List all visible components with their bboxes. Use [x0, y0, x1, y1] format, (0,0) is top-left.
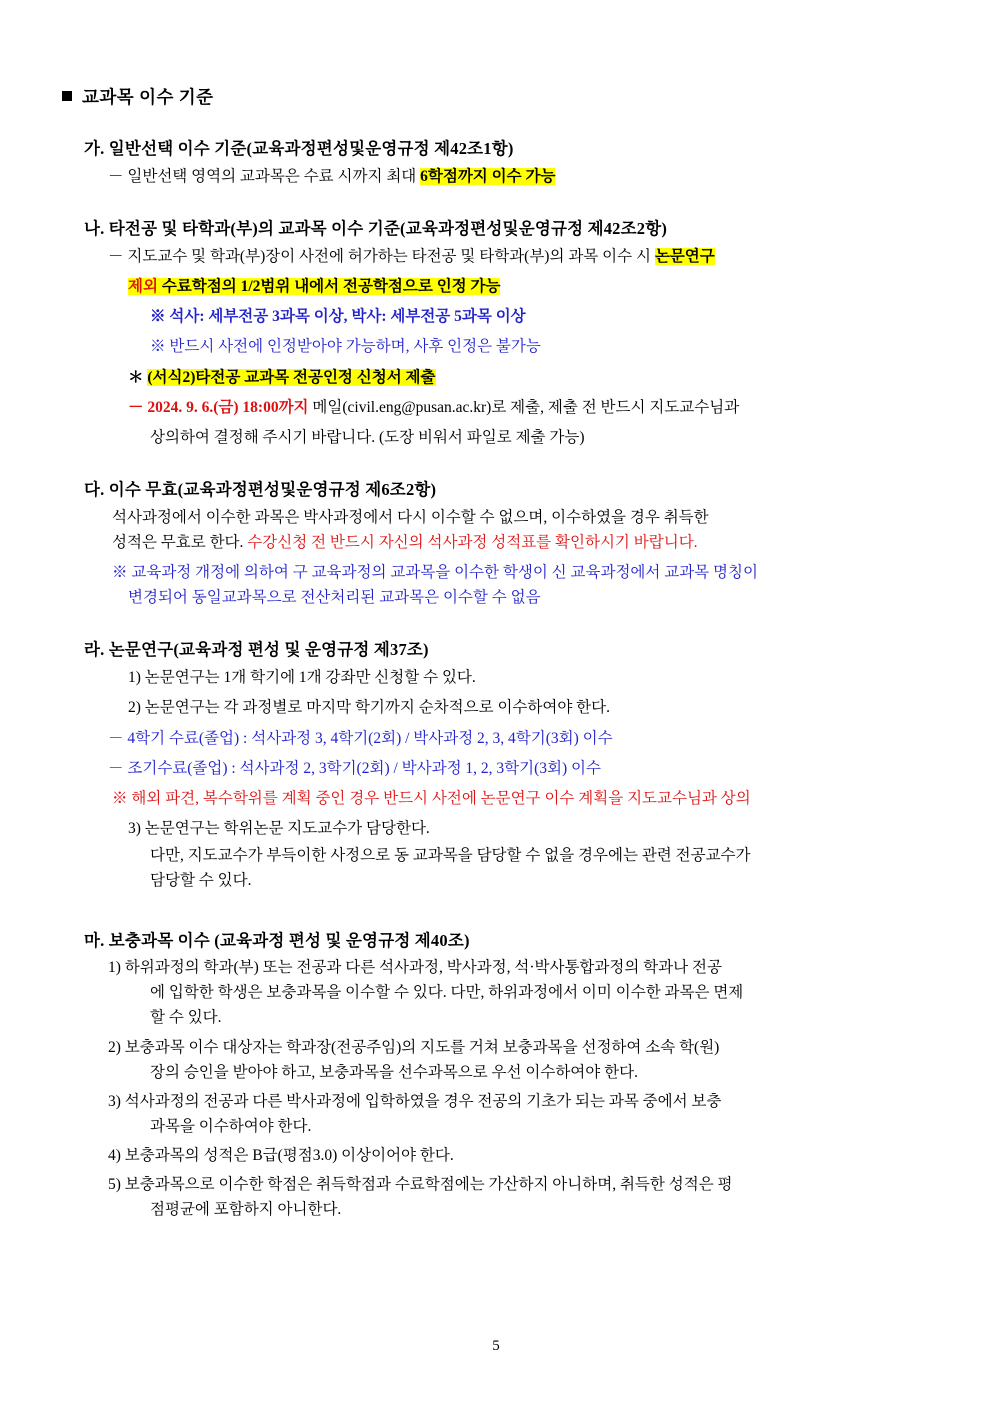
- section-d-blue-1: － 4학기 수료(졸업) : 석사과정 3, 4학기(2회) / 박사과정 2, 3, 4학기(3회) 이수: [108, 729, 613, 747]
- section-b-note-3-highlight: (서식2)타전공 교과목 전공인정 신청서 제출: [147, 368, 436, 386]
- section-e-heading: 마. 보충과목 이수 (교육과정 편성 및 운영규정 제40조): [84, 931, 470, 951]
- section-b-note-2: ※ 반드시 사전에 인정받아야 가능하며, 사후 인정은 불가능: [150, 338, 541, 356]
- section-a-line-1-highlight: 6학점까지 이수 가능: [420, 168, 556, 185]
- section-c-body-2-red: 수강신청 전 반드시 자신의 석사과정 성적표를 확인하시기 바랍니다.: [247, 533, 698, 551]
- section-e-item-1-line-2: 에 입학한 학생은 보충과목을 이수할 수 있다. 다만, 하위과정에서 이미 이수한 과목은 면제: [150, 984, 744, 1002]
- section-d-item-1: 1) 논문연구는 1개 학기에 1개 강좌만 신청할 수 있다.: [128, 669, 476, 687]
- bullet-square-icon: [62, 91, 72, 101]
- section-c-note-1: ※ 교육과정 개정에 의하여 구 교육과정의 교과목을 이수한 학생이 신 교육과정에서 교과목 명칭이: [112, 564, 758, 582]
- section-d: [62, 636, 930, 893]
- section-e-item-3-line-1: 3) 석사과정의 전공과 다른 박사과정에 입학하였을 경우 전공의 기초가 되는 과목 중에서 보충: [108, 1092, 722, 1110]
- section-a: [62, 135, 930, 189]
- section-a-line-1: [108, 164, 930, 189]
- section-c-body-2: [112, 530, 930, 555]
- section-b-note-1: ※ 석사: 세부전공 3과목 이상, 박사: 세부전공 5과목 이상: [150, 308, 526, 326]
- section-e-item-4: 4) 보충과목의 성적은 B급(평점3.0) 이상이어야 한다.: [108, 1146, 454, 1164]
- section-a-line-1-pre: － 일반선택 영역의 교과목은 수료 시까지 최대: [108, 168, 421, 185]
- section-b-line-2-highlight-red: 제외: [128, 278, 158, 296]
- page-title-text: 교과목 이수 기준: [82, 87, 214, 107]
- section-b-heading: 나. 타전공 및 타학과(부)의 교과목 이수 기준(교육과정편성및운영규정 제42조2항): [84, 219, 668, 239]
- section-b-line-2: [128, 274, 930, 299]
- section-d-heading: 라. 논문연구(교육과정 편성 및 운영규정 제37조): [84, 640, 429, 660]
- section-e-item-3-line-2: 과목을 이수하여야 한다.: [150, 1117, 312, 1135]
- section-b-due-line-2: 상의하여 결정해 주시기 바랍니다. (도장 비워서 파일로 제출 가능): [150, 428, 585, 446]
- section-b-due-date: － 2024. 9. 6.(금) 18:00까지: [128, 398, 309, 416]
- section-b-line-2-highlight: 수료학점의 1/2범위 내에서 전공학점으로 인정 가능: [157, 278, 501, 296]
- section-c-body-1: 석사과정에서 이수한 과목은 박사과정에서 다시 이수할 수 없으며, 이수하였을 경우 취득한: [112, 508, 709, 526]
- section-e-item-2-line-1: 2) 보충과목 이수 대상자는 학과장(전공주임)의 지도를 거쳐 보충과목을 선정하여 소속 학(원): [108, 1038, 720, 1056]
- section-d-item-2: 2) 논문연구는 각 과정별로 마지막 학기까지 순차적으로 이수하여야 한다.: [128, 699, 611, 717]
- section-d-item-3-sub-1: 다만, 지도교수가 부득이한 사정으로 동 교과목을 담당할 수 없을 경우에는 관련 전공교수가: [150, 846, 751, 864]
- section-e-item-1-line-1: 1) 하위과정의 학과(부) 또는 전공과 다른 석사과정, 박사과정, 석·박사통합과정의 학과나 전공: [108, 959, 722, 977]
- section-c-heading: 다. 이수 무효(교육과정편성및운영규정 제6조2항): [84, 479, 437, 499]
- section-b-due-line: [128, 395, 930, 420]
- section-e-item-2-line-2: 장의 승인을 받아야 하고, 보충과목을 선수과목으로 우선 이수하여야 한다.: [150, 1063, 638, 1081]
- section-d-blue-2: － 조기수료(졸업) : 석사과정 2, 3학기(2회) / 박사과정 1, 2, 3학기(3회) 이수: [108, 759, 601, 777]
- section-b: [62, 215, 930, 450]
- section-e-item-5-line-1: 5) 보충과목으로 이수한 학점은 취득학점과 수료학점에는 가산하지 아니하며, 취득한 성적은 평: [108, 1176, 733, 1194]
- section-b-due-rest: 메일(civil.eng@pusan.ac.kr)로 제출, 제출 전 반드시 지도교수님과: [308, 398, 740, 416]
- section-b-line-1-highlight: 논문연구: [654, 248, 715, 266]
- section-b-line-1-pre: － 지도교수 및 학과(부)장이 사전에 허가하는 타전공 및 타학과(부)의 과목 이수 시: [108, 248, 655, 266]
- section-d-red-note: ※ 해외 파견, 복수학위를 계획 중인 경우 반드시 사전에 논문연구 이수 계획을 지도교수님과 상의: [112, 789, 751, 807]
- section-d-item-3: 3) 논문연구는 학위논문 지도교수가 담당한다.: [128, 819, 430, 837]
- section-c-body-2-pre: 성적은 무효로 한다.: [112, 533, 248, 551]
- page-number: 5: [492, 1338, 500, 1354]
- section-d-item-3-sub-2: 담당할 수 있다.: [150, 872, 252, 890]
- section-b-note-3: [128, 365, 930, 390]
- section-e-item-5-line-2: 점평균에 포함하지 아니한다.: [150, 1201, 342, 1219]
- section-e: [62, 927, 930, 1222]
- section-e-item-1-line-3: 할 수 있다.: [150, 1009, 222, 1027]
- section-c: [62, 476, 930, 610]
- page-title: [62, 84, 930, 109]
- section-a-heading: 가. 일반선택 이수 기준(교육과정편성및운영규정 제42조1항): [84, 139, 514, 158]
- section-b-line-1: [108, 244, 930, 269]
- section-b-note-3-star: ＊: [128, 368, 148, 386]
- section-c-note-2: 변경되어 동일교과목으로 전산처리된 교과목은 이수할 수 없음: [128, 589, 541, 607]
